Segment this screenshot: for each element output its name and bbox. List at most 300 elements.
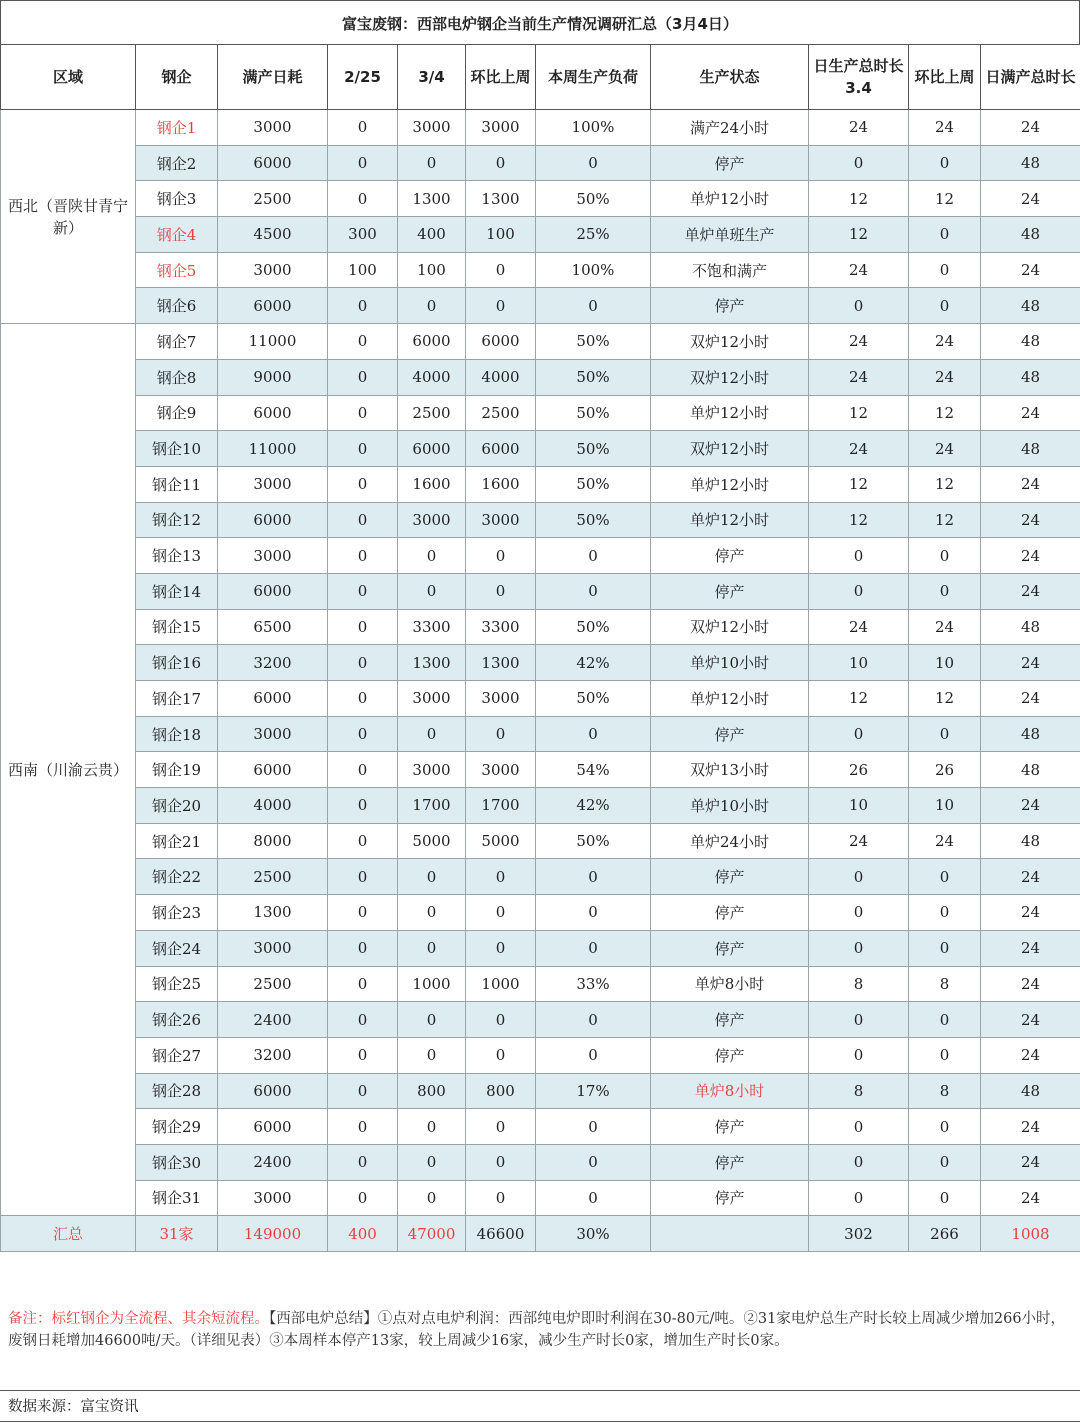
table-cell: 0 <box>466 252 536 288</box>
table-cell: 单炉8小时 <box>651 1073 809 1109</box>
table-cell: 停产 <box>651 1002 809 1038</box>
table-cell: 0 <box>466 1002 536 1038</box>
table-cell: 0 <box>398 1180 466 1216</box>
table-cell: 12 <box>909 181 981 217</box>
table-row <box>1 252 1080 288</box>
table-cell: 2500 <box>398 395 466 431</box>
header-full-consumption: 满产日耗 <box>218 45 328 110</box>
table-cell: 0 <box>536 573 651 609</box>
table-row <box>1 217 1080 253</box>
table-cell: 0 <box>536 288 651 324</box>
table-cell: 0 <box>398 145 466 181</box>
data-source: 数据来源：富宝资讯 <box>0 1390 1080 1422</box>
mill-name: 钢企17 <box>136 681 218 717</box>
mill-name: 钢企6 <box>136 288 218 324</box>
region-cell: 西南（川渝云贵） <box>1 324 136 1216</box>
table-cell: 24 <box>981 930 1080 966</box>
table-cell: 双炉13小时 <box>651 752 809 788</box>
table-cell: 3000 <box>218 252 328 288</box>
table-cell: 24 <box>909 324 981 360</box>
header-status: 生产状态 <box>651 45 809 110</box>
mill-name: 钢企26 <box>136 1002 218 1038</box>
table-cell: 0 <box>809 145 909 181</box>
table-cell: 100 <box>328 252 398 288</box>
table-cell: 0 <box>536 1002 651 1038</box>
table-cell: 12 <box>809 681 909 717</box>
table-cell: 0 <box>466 716 536 752</box>
table-cell: 24 <box>981 573 1080 609</box>
table-cell: 24 <box>981 681 1080 717</box>
table-cell: 10 <box>909 645 981 681</box>
table-cell: 0 <box>328 538 398 574</box>
table-cell: 50% <box>536 681 651 717</box>
mill-name: 钢企16 <box>136 645 218 681</box>
table-cell: 24 <box>809 609 909 645</box>
mill-name: 钢企7 <box>136 324 218 360</box>
table-cell: 3000 <box>466 681 536 717</box>
table-cell: 10 <box>909 788 981 824</box>
table-cell: 单炉10小时 <box>651 788 809 824</box>
mill-name: 钢企24 <box>136 930 218 966</box>
table-cell: 0 <box>466 1109 536 1145</box>
header-date-0304: 3/4 <box>398 45 466 110</box>
table-cell: 6000 <box>466 324 536 360</box>
table-cell: 0 <box>466 859 536 895</box>
table-cell: 0 <box>398 288 466 324</box>
total-cell: 31家 <box>136 1216 218 1252</box>
total-cell: 400 <box>328 1216 398 1252</box>
total-cell <box>651 1216 809 1252</box>
table-cell: 48 <box>981 823 1080 859</box>
table-cell: 24 <box>981 1180 1080 1216</box>
table-cell: 0 <box>909 1109 981 1145</box>
table-cell: 12 <box>909 681 981 717</box>
table-cell: 6000 <box>218 752 328 788</box>
table-cell: 0 <box>536 145 651 181</box>
table-cell: 100% <box>536 252 651 288</box>
table-cell: 6000 <box>218 1073 328 1109</box>
table-cell: 停产 <box>651 573 809 609</box>
table-cell: 单炉单班生产 <box>651 217 809 253</box>
table-cell: 24 <box>909 823 981 859</box>
table-cell: 0 <box>466 573 536 609</box>
table-cell: 50% <box>536 359 651 395</box>
table-cell: 26 <box>909 752 981 788</box>
table-cell: 0 <box>809 716 909 752</box>
table-cell: 24 <box>981 1109 1080 1145</box>
table-cell: 3300 <box>398 609 466 645</box>
table-row <box>1 859 1080 895</box>
table-cell: 42% <box>536 788 651 824</box>
table-cell: 0 <box>328 752 398 788</box>
header-full-hours: 日满产总时长 <box>981 45 1080 110</box>
mill-name: 钢企12 <box>136 502 218 538</box>
table-cell: 0 <box>328 645 398 681</box>
table-cell: 双炉12小时 <box>651 324 809 360</box>
production-table <box>0 44 1080 1252</box>
table-cell: 50% <box>536 466 651 502</box>
table-cell: 24 <box>981 645 1080 681</box>
mill-name: 钢企3 <box>136 181 218 217</box>
table-cell: 1000 <box>466 966 536 1002</box>
table-cell: 0 <box>809 538 909 574</box>
table-row <box>1 324 1080 360</box>
table-cell: 6500 <box>218 609 328 645</box>
table-cell: 8 <box>909 966 981 1002</box>
table-cell: 0 <box>328 502 398 538</box>
table-cell: 1300 <box>398 181 466 217</box>
table-cell: 0 <box>398 1144 466 1180</box>
table-row <box>1 288 1080 324</box>
header-row <box>1 45 1080 110</box>
table-cell: 0 <box>328 324 398 360</box>
table-cell: 800 <box>466 1073 536 1109</box>
table-cell: 3300 <box>466 609 536 645</box>
table-cell: 0 <box>909 1002 981 1038</box>
table-cell: 100% <box>536 110 651 146</box>
table-cell: 11000 <box>218 431 328 467</box>
table-cell: 0 <box>809 573 909 609</box>
table-cell: 3000 <box>218 466 328 502</box>
table-cell: 0 <box>909 895 981 931</box>
remarks <box>8 1308 1074 1352</box>
table-cell: 6000 <box>218 288 328 324</box>
table-cell: 0 <box>328 966 398 1002</box>
table-cell: 100 <box>398 252 466 288</box>
mill-name: 钢企25 <box>136 966 218 1002</box>
table-cell: 0 <box>328 1002 398 1038</box>
table-cell: 0 <box>466 930 536 966</box>
table-cell: 双炉12小时 <box>651 359 809 395</box>
table-row <box>1 466 1080 502</box>
table-cell: 单炉12小时 <box>651 395 809 431</box>
mill-name: 钢企2 <box>136 145 218 181</box>
table-cell: 0 <box>466 288 536 324</box>
table-cell: 4500 <box>218 217 328 253</box>
table-row <box>1 930 1080 966</box>
table-cell: 0 <box>466 1144 536 1180</box>
mill-name: 钢企28 <box>136 1073 218 1109</box>
table-row <box>1 966 1080 1002</box>
table-cell: 24 <box>809 359 909 395</box>
table-cell: 26 <box>809 752 909 788</box>
mill-name: 钢企29 <box>136 1109 218 1145</box>
table-cell: 12 <box>809 502 909 538</box>
table-cell: 0 <box>466 538 536 574</box>
table-cell: 0 <box>328 573 398 609</box>
table-cell: 3000 <box>398 502 466 538</box>
table-cell: 0 <box>328 395 398 431</box>
table-cell: 24 <box>981 395 1080 431</box>
table-cell: 12 <box>809 181 909 217</box>
table-cell: 0 <box>398 1109 466 1145</box>
table-cell: 33% <box>536 966 651 1002</box>
table-cell: 24 <box>981 788 1080 824</box>
table-row <box>1 110 1080 146</box>
table-cell: 0 <box>328 681 398 717</box>
table-cell: 10 <box>809 645 909 681</box>
table-cell: 0 <box>328 1144 398 1180</box>
table-cell: 24 <box>809 431 909 467</box>
table-cell: 0 <box>909 930 981 966</box>
table-cell: 0 <box>398 930 466 966</box>
table-cell: 8 <box>909 1073 981 1109</box>
table-row <box>1 788 1080 824</box>
table-cell: 24 <box>981 502 1080 538</box>
table-cell: 0 <box>909 252 981 288</box>
table-cell: 50% <box>536 324 651 360</box>
table-row <box>1 181 1080 217</box>
table-cell: 24 <box>981 1037 1080 1073</box>
table-cell: 6000 <box>218 681 328 717</box>
table-cell: 2400 <box>218 1002 328 1038</box>
table-row <box>1 645 1080 681</box>
table-cell: 0 <box>398 716 466 752</box>
table-cell: 0 <box>909 288 981 324</box>
table-cell: 1600 <box>398 466 466 502</box>
table-cell: 0 <box>466 145 536 181</box>
table-cell: 2500 <box>466 395 536 431</box>
table-cell: 0 <box>809 1037 909 1073</box>
header-hours-wow: 环比上周 <box>909 45 981 110</box>
table-cell: 12 <box>909 502 981 538</box>
table-cell: 0 <box>536 930 651 966</box>
table-cell: 0 <box>328 609 398 645</box>
table-cell: 1300 <box>398 645 466 681</box>
total-row <box>1 1216 1080 1252</box>
table-cell: 0 <box>809 1109 909 1145</box>
total-cell: 30% <box>536 1216 651 1252</box>
mill-name: 钢企21 <box>136 823 218 859</box>
table-cell: 0 <box>809 859 909 895</box>
table-cell: 3000 <box>398 681 466 717</box>
mill-name: 钢企9 <box>136 395 218 431</box>
table-cell: 24 <box>909 110 981 146</box>
table-cell: 0 <box>328 1109 398 1145</box>
table-cell: 24 <box>981 895 1080 931</box>
table-cell: 0 <box>909 217 981 253</box>
total-cell: 47000 <box>398 1216 466 1252</box>
table-cell: 24 <box>981 181 1080 217</box>
table-cell: 0 <box>328 431 398 467</box>
table-cell: 24 <box>981 1144 1080 1180</box>
table-cell: 单炉12小时 <box>651 466 809 502</box>
table-row <box>1 431 1080 467</box>
remarks-red: 备注：标红钢企为全流程、其余短流程。 <box>8 1311 269 1327</box>
table-cell: 0 <box>328 110 398 146</box>
table-row <box>1 538 1080 574</box>
table-row <box>1 681 1080 717</box>
table-cell: 6000 <box>218 1109 328 1145</box>
table-cell: 12 <box>809 217 909 253</box>
table-cell: 3000 <box>398 752 466 788</box>
mill-name: 钢企5 <box>136 252 218 288</box>
table-cell: 停产 <box>651 930 809 966</box>
table-cell: 停产 <box>651 1180 809 1216</box>
table-cell: 8000 <box>218 823 328 859</box>
table-cell: 48 <box>981 716 1080 752</box>
table-cell: 6000 <box>218 573 328 609</box>
table-cell: 0 <box>909 538 981 574</box>
table-cell: 0 <box>328 1037 398 1073</box>
table-row <box>1 1002 1080 1038</box>
table-row <box>1 895 1080 931</box>
table-cell: 3000 <box>466 110 536 146</box>
table-cell: 24 <box>809 252 909 288</box>
table-cell: 双炉12小时 <box>651 609 809 645</box>
table-cell: 25% <box>536 217 651 253</box>
table-cell: 停产 <box>651 1109 809 1145</box>
table-cell: 0 <box>809 1144 909 1180</box>
table-cell: 24 <box>809 324 909 360</box>
table-cell: 0 <box>909 716 981 752</box>
table-cell: 0 <box>328 859 398 895</box>
table-cell: 0 <box>328 359 398 395</box>
table-cell: 停产 <box>651 895 809 931</box>
table-cell: 0 <box>536 859 651 895</box>
table-cell: 3000 <box>218 930 328 966</box>
table-cell: 24 <box>981 110 1080 146</box>
table-cell: 0 <box>466 895 536 931</box>
table-cell: 6000 <box>398 431 466 467</box>
table-cell: 1000 <box>398 966 466 1002</box>
table-cell: 0 <box>536 895 651 931</box>
table-cell: 0 <box>398 1002 466 1038</box>
table-cell: 24 <box>981 966 1080 1002</box>
table-cell: 11000 <box>218 324 328 360</box>
table-cell: 4000 <box>218 788 328 824</box>
table-cell: 6000 <box>398 324 466 360</box>
table-cell: 0 <box>328 716 398 752</box>
table-cell: 17% <box>536 1073 651 1109</box>
table-cell: 6000 <box>218 395 328 431</box>
table-cell: 1300 <box>218 895 328 931</box>
table-cell: 8 <box>809 966 909 1002</box>
table-cell: 50% <box>536 431 651 467</box>
table-cell: 24 <box>981 1002 1080 1038</box>
table-cell: 单炉24小时 <box>651 823 809 859</box>
table-cell: 不饱和满产 <box>651 252 809 288</box>
table-cell: 24 <box>809 823 909 859</box>
table-cell: 0 <box>809 288 909 324</box>
table-cell: 0 <box>909 573 981 609</box>
table-row <box>1 502 1080 538</box>
table-row <box>1 1073 1080 1109</box>
table-row <box>1 609 1080 645</box>
table-cell: 0 <box>909 859 981 895</box>
table-cell: 0 <box>328 1180 398 1216</box>
table-cell: 50% <box>536 395 651 431</box>
mill-name: 钢企27 <box>136 1037 218 1073</box>
total-label: 汇总 <box>1 1216 136 1252</box>
table-cell: 5000 <box>398 823 466 859</box>
table-cell: 48 <box>981 145 1080 181</box>
header-mill: 钢企 <box>136 45 218 110</box>
table-cell: 0 <box>328 145 398 181</box>
table-cell: 3000 <box>218 538 328 574</box>
total-cell: 1008 <box>981 1216 1080 1252</box>
table-cell: 1700 <box>466 788 536 824</box>
table-cell: 0 <box>328 895 398 931</box>
table-cell: 0 <box>328 823 398 859</box>
table-cell: 24 <box>909 359 981 395</box>
table-cell: 6000 <box>218 145 328 181</box>
table-cell: 0 <box>536 538 651 574</box>
table-cell: 0 <box>328 1073 398 1109</box>
table-cell: 0 <box>909 1180 981 1216</box>
table-row <box>1 716 1080 752</box>
table-cell: 单炉12小时 <box>651 681 809 717</box>
table-cell: 3000 <box>218 110 328 146</box>
table-cell: 6000 <box>466 431 536 467</box>
table-cell: 0 <box>536 1180 651 1216</box>
table-cell: 3200 <box>218 1037 328 1073</box>
table-cell: 0 <box>536 716 651 752</box>
table-cell: 0 <box>398 573 466 609</box>
table-cell: 12 <box>909 395 981 431</box>
table-cell: 0 <box>809 895 909 931</box>
table-cell: 停产 <box>651 716 809 752</box>
table-cell: 0 <box>466 1180 536 1216</box>
table-cell: 双炉12小时 <box>651 431 809 467</box>
table-row <box>1 1180 1080 1216</box>
table-cell: 0 <box>536 1109 651 1145</box>
table-cell: 48 <box>981 752 1080 788</box>
table-cell: 0 <box>328 466 398 502</box>
table-cell: 50% <box>536 181 651 217</box>
table-cell: 0 <box>809 930 909 966</box>
table-cell: 1600 <box>466 466 536 502</box>
mill-name: 钢企13 <box>136 538 218 574</box>
table-cell: 停产 <box>651 538 809 574</box>
table-row <box>1 823 1080 859</box>
table-cell: 1300 <box>466 645 536 681</box>
table-cell: 3000 <box>466 752 536 788</box>
table-cell: 9000 <box>218 359 328 395</box>
table-cell: 0 <box>466 1037 536 1073</box>
table-row <box>1 1144 1080 1180</box>
table-row <box>1 145 1080 181</box>
table-cell: 24 <box>981 859 1080 895</box>
mill-name: 钢企10 <box>136 431 218 467</box>
table-row <box>1 1109 1080 1145</box>
table-cell: 3000 <box>398 110 466 146</box>
table-row <box>1 395 1080 431</box>
mill-name: 钢企18 <box>136 716 218 752</box>
table-cell: 0 <box>398 895 466 931</box>
table-cell: 0 <box>536 1037 651 1073</box>
mill-name: 钢企31 <box>136 1180 218 1216</box>
table-cell: 0 <box>328 930 398 966</box>
table-cell: 12 <box>809 395 909 431</box>
table-cell: 0 <box>909 1037 981 1073</box>
table-cell: 0 <box>909 145 981 181</box>
table-cell: 42% <box>536 645 651 681</box>
mill-name: 钢企1 <box>136 110 218 146</box>
mill-name: 钢企4 <box>136 217 218 253</box>
table-cell: 1700 <box>398 788 466 824</box>
table-cell: 100 <box>466 217 536 253</box>
table-cell: 0 <box>809 1180 909 1216</box>
table-cell: 50% <box>536 609 651 645</box>
table-cell: 0 <box>328 788 398 824</box>
header-region: 区域 <box>1 45 136 110</box>
table-cell: 300 <box>328 217 398 253</box>
mill-name: 钢企30 <box>136 1144 218 1180</box>
table-cell: 12 <box>809 466 909 502</box>
table-cell: 2500 <box>218 966 328 1002</box>
table-cell: 24 <box>981 252 1080 288</box>
